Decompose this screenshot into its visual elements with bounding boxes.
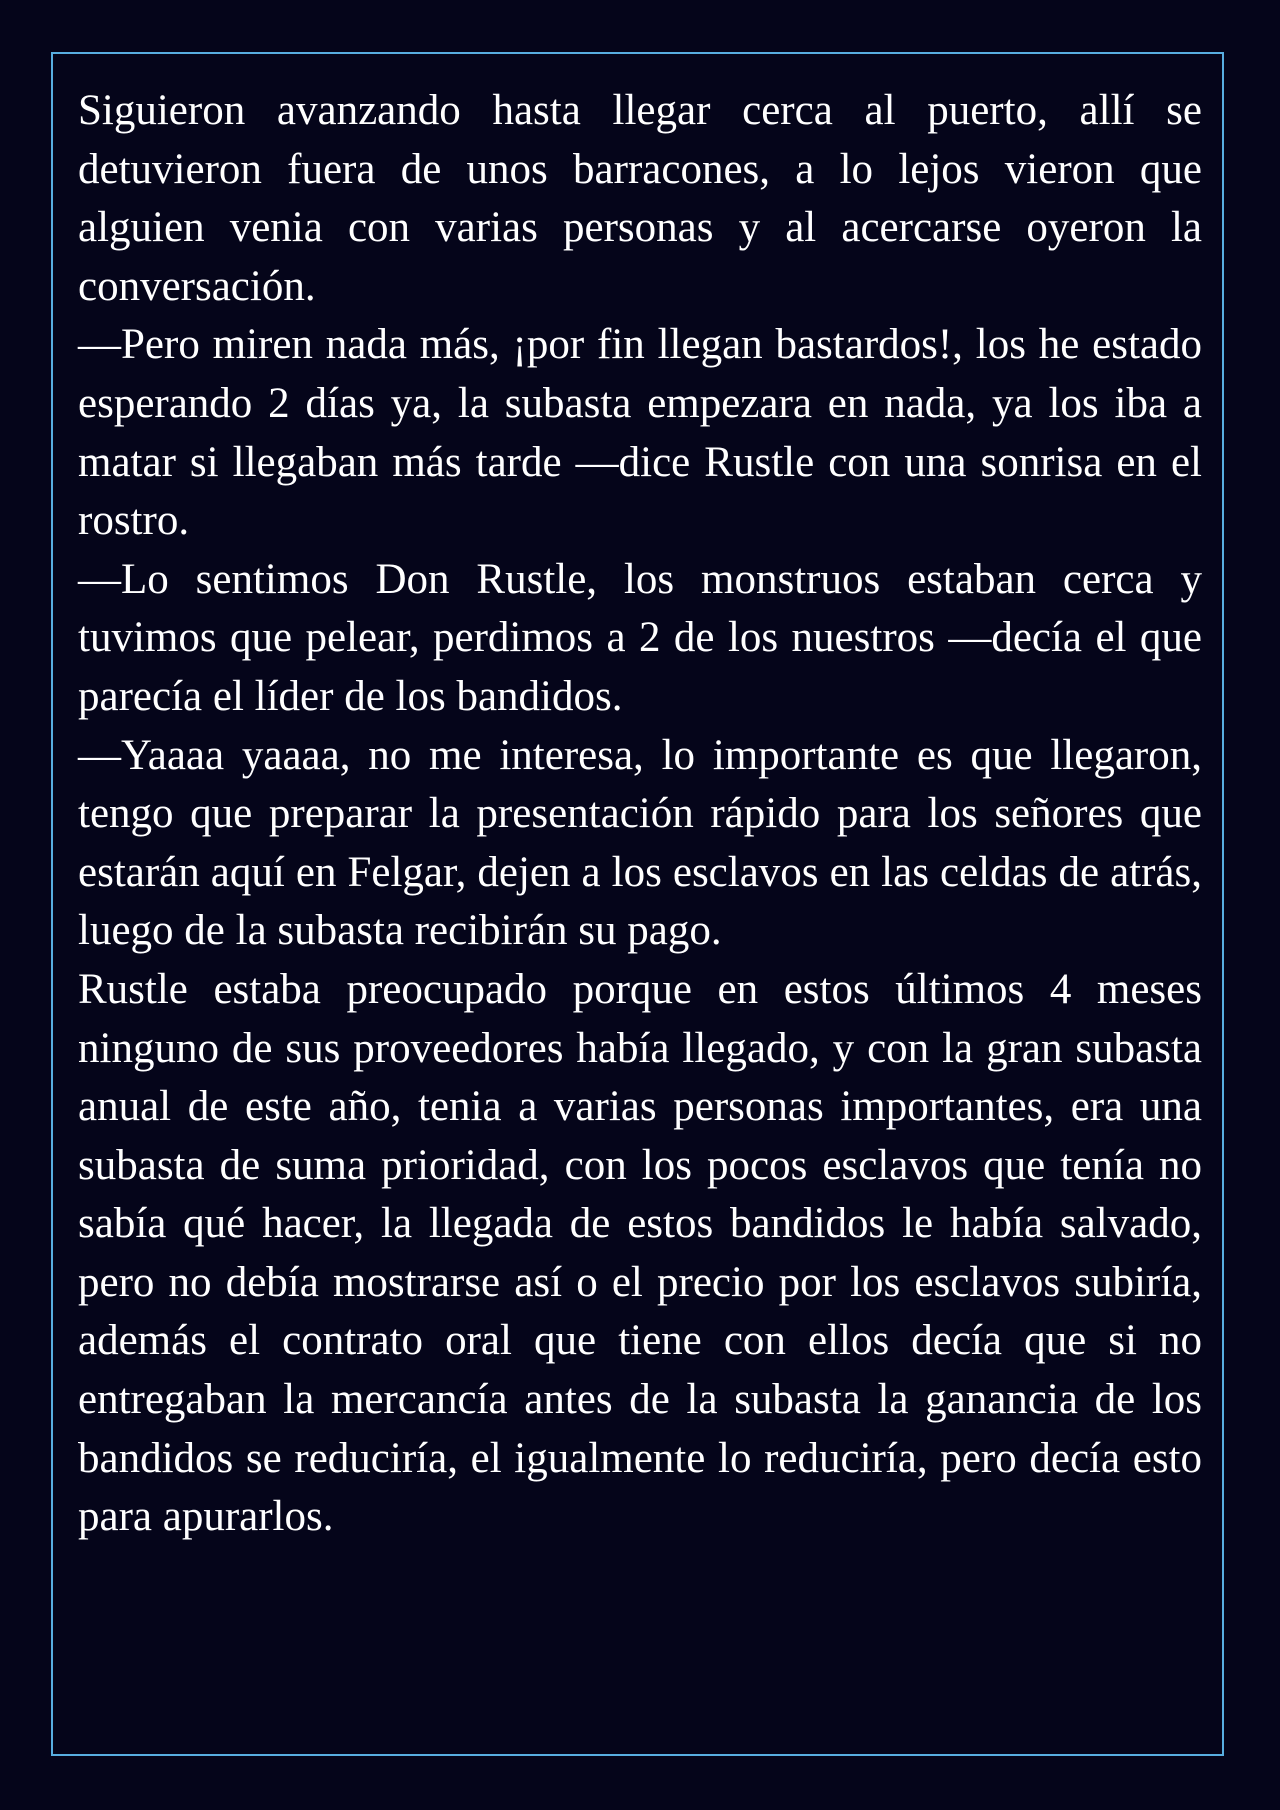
paragraph-4-dialogue: —Yaaaa yaaaa, no me interesa, lo importante es que llegaron, tengo que preparar la presentación rápido para los señores que estarán aquí en Felgar, dejen a los esclavos en las celdas de atrás, luego de la subasta recibirán su pago. [78, 731, 1202, 955]
story-text-block [78, 82, 1202, 1547]
paragraph-2-dialogue: —Pero miren nada más, ¡por fin llegan bastardos!, los he estado esperando 2 días ya, la subasta empezara en nada, ya los iba a matar si llegaban más tarde —dice Rustle con una sonrisa en el rostro. [78, 321, 1202, 545]
paragraph-3-dialogue: —Lo sentimos Don Rustle, los monstruos estaban cerca y tuvimos que pelear, perdimos a 2 de los nuestros —decía el que parecía el líder de los bandidos. [78, 555, 1202, 720]
paragraph-1: Siguieron avanzando hasta llegar cerca al puerto, allí se detuvieron fuera de unos barracones, a lo lejos vieron que alguien venia con varias personas y al acercarse oyeron la conversación. [78, 87, 1202, 310]
paragraph-5: Rustle estaba preocupado porque en estos últimos 4 meses ninguno de sus proveedores había llegado, y con la gran subasta anual de este año, tenia a varias personas importantes, era una subasta de suma prioridad, con los pocos esclavos que tenía no sabía qué hacer, la llegada de estos bandidos le había salvado, pero no debía mostrarse así o el precio por los esclavos subiría, además el contrato oral que tiene con ellos decía que si no entregaban la mercancía antes de la subasta la ganancia de los bandidos se reduciría, el igualmente lo reduciría, pero decía esto para apurarlos. [78, 965, 1202, 1541]
